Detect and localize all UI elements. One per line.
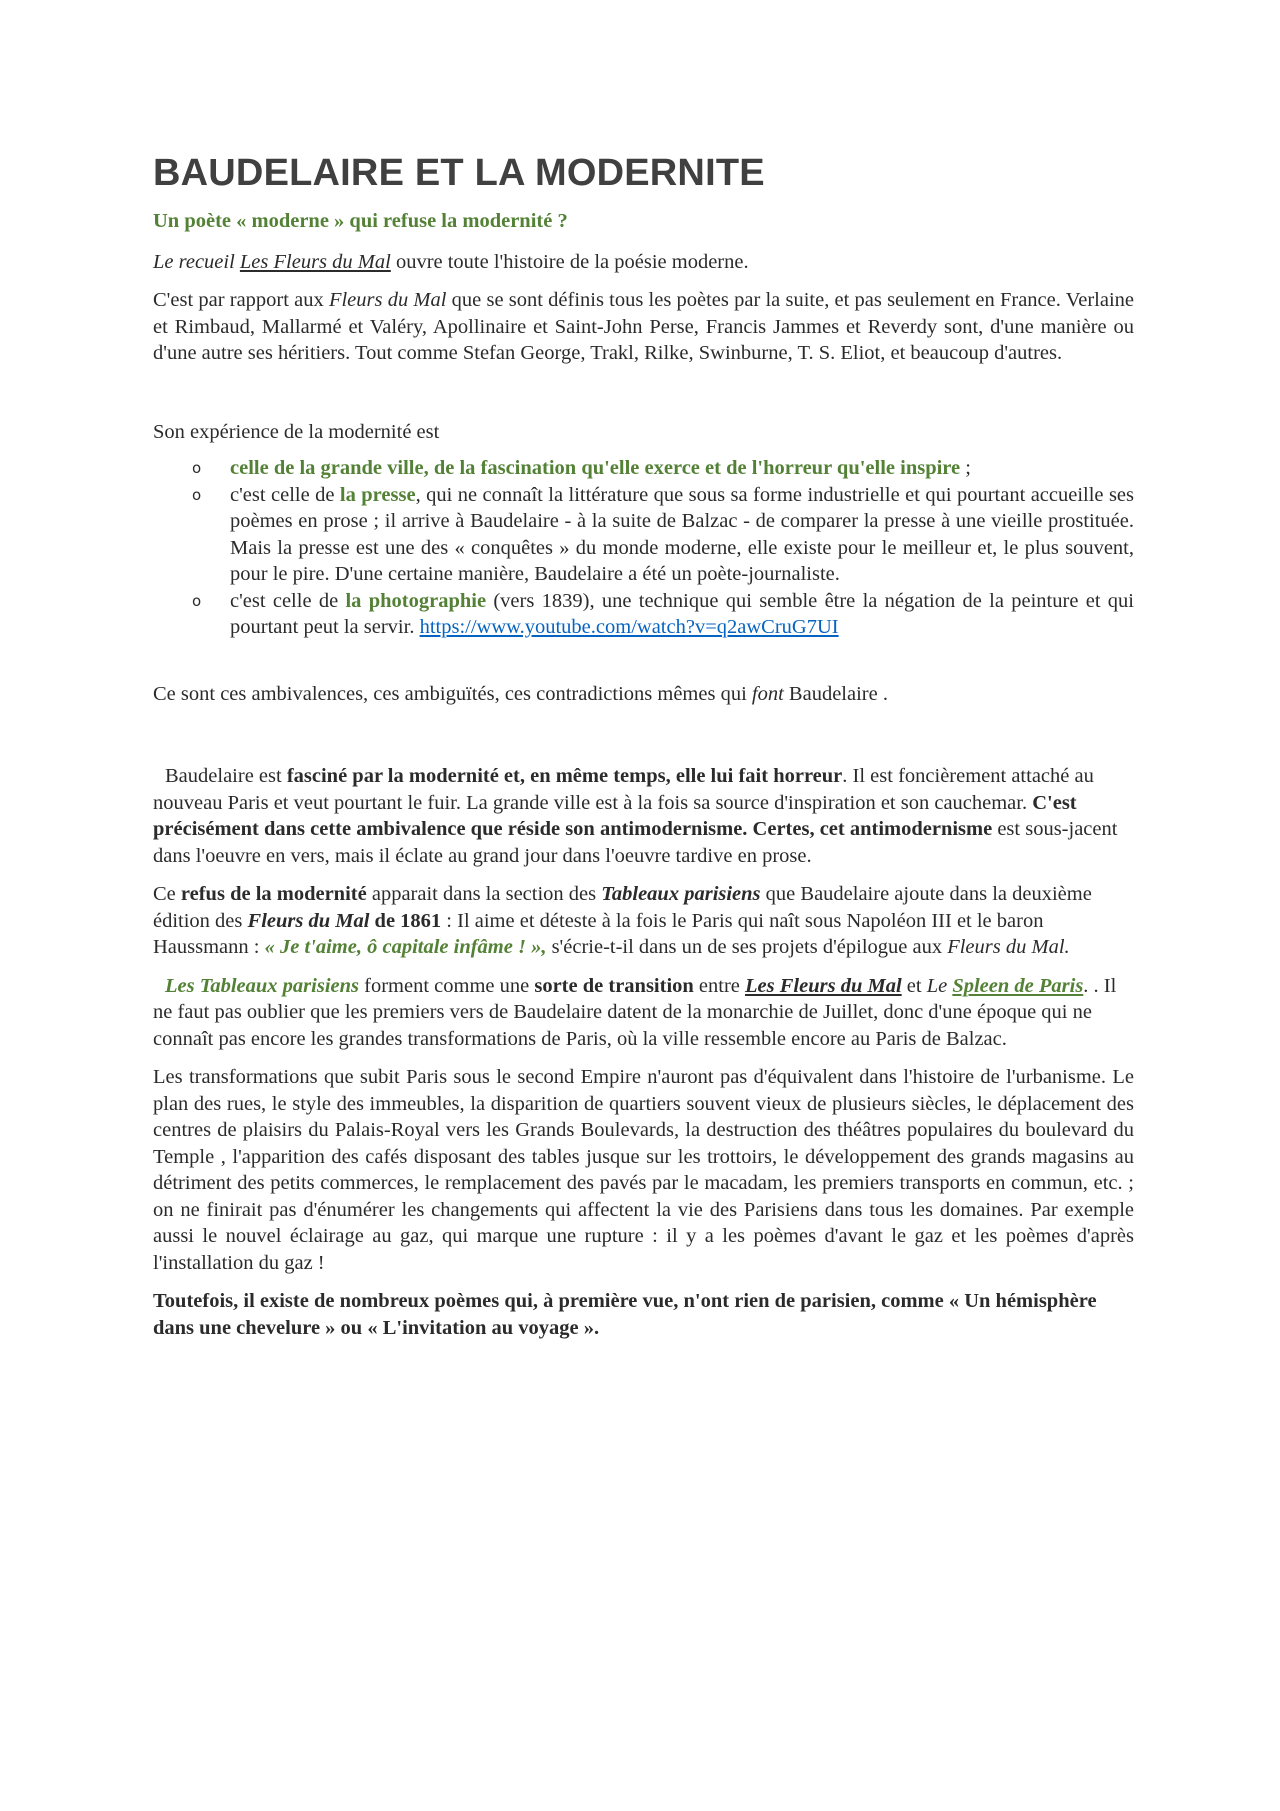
text-fragment: forment comme une bbox=[364, 974, 530, 997]
emphasis-text: font bbox=[751, 682, 784, 705]
list-item bbox=[153, 588, 1134, 641]
text-fragment: : Il aime et déteste à la fois le Paris qui naît sous Napoléon III et le baron Haussmann : bbox=[153, 909, 1044, 958]
book-title: Les Fleurs du Mal bbox=[239, 250, 391, 273]
paragraph-refusal bbox=[153, 881, 1134, 961]
text-fragment: ouvre toute l'histoire de la poésie moderne. bbox=[395, 250, 749, 273]
subtitle: Un poète « moderne » qui refuse la modernité ? bbox=[153, 210, 568, 232]
text-fragment: C'est par rapport aux bbox=[153, 289, 324, 311]
paragraph-transformations: Les transformations que subit Paris sous le second Empire n'auront pas d'équivalent dans l'histoire de l'urbanisme. Le plan des rues, le style des immeubles, la disparition de quartiers souvent vieux de plusieurs siècles, le déplacement des centres de plaisirs du Palais-Royal vers les Grands Boulevards, la destruction des théâtres populaires du boulevard du Temple , l'apparition des cafés disposant des tables jusque sur les trottoirs, le développement des grands magasins au détriment des petits commerces, le remplacement des pavés par le macadam, les premiers transports en commun, etc. ; on ne finirait pas d'énumérer les changements qui affectent la vie des Parisiens dans tous les domaines. Par exemple aussi le nouvel éclairage au gaz, qui marque une rupture : il y a les poèmes d'avant le gaz et les poèmes d'après l'installation du gaz ! bbox=[153, 1066, 1134, 1274]
bold-text: refus de la modernité bbox=[180, 883, 367, 905]
highlight-text: la photographie bbox=[345, 589, 487, 612]
text-fragment: . Il est foncièrement attaché au nouveau Paris et veut pourtant le fuir. La grande ville est à la fois sa source d'inspiration et son cauchemar. bbox=[153, 765, 1094, 814]
text-fragment: que se sont définis tous les poètes par la suite, et pas seulement en France. Verlaine et Rimbaud, Mallarmé et Valéry, Apollinaire et Saint-John Perse, Francis Jammes et Reverdy sont, d'une manière ou d'une autre ses héritiers. Tout comme Stefan George, Trakl, Rilke, Swinburne, T. S. Eliot, et beaucoup d'autres. bbox=[153, 289, 1134, 364]
paragraph-ambivalence bbox=[153, 681, 1134, 708]
text-fragment: ; bbox=[965, 457, 971, 479]
text-fragment: c'est celle de bbox=[230, 483, 335, 506]
document-body bbox=[153, 150, 1134, 1353]
paragraph-experience: Son expérience de la modernité est bbox=[153, 420, 440, 443]
highlight-text: celle de la grande ville, de la fascination qu'elle exerce et de l'horreur qu'elle inspire bbox=[230, 457, 961, 479]
book-title: Spleen de Paris bbox=[952, 974, 1084, 997]
quote-text: « Je t'aime, ô capitale infâme ! », bbox=[264, 936, 547, 958]
highlight-text: la presse bbox=[339, 483, 416, 506]
bullet-marker: o bbox=[192, 459, 202, 477]
bold-text: de 1861 bbox=[374, 909, 442, 932]
paragraph-fascination bbox=[153, 763, 1134, 869]
text-fragment: s'écrie-t-il dans un de ses projets d'épilogue aux bbox=[551, 936, 943, 958]
text-fragment: entre bbox=[698, 974, 740, 997]
text-fragment: , qui ne connaît la littérature que sous sa forme industrielle et qui pourtant accueille ses poèmes en prose ; il arrive à Baudelaire - à la suite de Balzac - de comparer la presse à une vieille prostituée. Mais la presse est une des « conquêtes » du monde moderne, elle existe pour le meilleur et, le plus souvent, pour le pire. D'une certaine manière, Baudelaire a été un poète-journaliste. bbox=[230, 483, 1135, 585]
text-fragment: et bbox=[906, 974, 922, 997]
text-fragment: Ce bbox=[153, 883, 176, 905]
youtube-link[interactable]: https://www.youtube.com/watch?v=q2awCruG7UI bbox=[419, 616, 839, 638]
paragraph-transition bbox=[153, 973, 1134, 1053]
list-item bbox=[153, 455, 1134, 482]
bold-text: C'est précisément dans cette ambivalence que réside son antimodernisme. Certes, cet antimodernisme bbox=[153, 791, 1077, 840]
page-title: BAUDELAIRE ET LA MODERNITE bbox=[153, 152, 765, 194]
bold-text: fasciné par la modernité et, en même temps, elle lui fait horreur bbox=[286, 765, 843, 787]
book-title: Le bbox=[926, 974, 948, 997]
book-title: Tableaux parisiens bbox=[601, 883, 761, 905]
book-title: Fleurs du Mal bbox=[247, 909, 370, 932]
bold-text: sorte de transition bbox=[534, 974, 694, 997]
book-title: Fleurs du Mal. bbox=[947, 936, 1070, 958]
text-fragment: apparait dans la section des bbox=[371, 883, 597, 905]
book-title: Les Fleurs du Mal bbox=[745, 974, 902, 997]
bullet-marker: o bbox=[192, 591, 202, 610]
text-fragment: . . Il ne faut pas oublier que les premiers vers de Baudelaire datent de la monarchie de Juillet, donc d'une époque qui ne connaît pas encore les grandes transformations de Paris, où la ville ressemble encore au Paris de Balzac. bbox=[153, 974, 1117, 1050]
book-title: Fleurs du Mal bbox=[328, 289, 447, 311]
text-fragment: Le recueil bbox=[153, 250, 235, 273]
book-title: Les Tableaux parisiens bbox=[165, 974, 360, 997]
paragraph-intro bbox=[153, 249, 1134, 276]
text-fragment: (vers 1839), une technique qui semble être la négation de la peinture et qui pourtant peut la servir. bbox=[230, 589, 1134, 638]
text-fragment: est sous-jacent dans l'oeuvre en vers, mais il éclate au grand jour dans l'oeuvre tardive en prose. bbox=[153, 818, 1118, 867]
paragraph-heritage bbox=[153, 287, 1134, 367]
list-item bbox=[153, 482, 1134, 588]
text-fragment: Ce sont ces ambivalences, ces ambiguïtés, ces contradictions mêmes qui bbox=[153, 682, 747, 705]
text-fragment: que Baudelaire ajoute dans la deuxième édition des bbox=[153, 883, 1092, 932]
paragraph-conclusion: Toutefois, il existe de nombreux poèmes qui, à première vue, n'ont rien de parisien, comme « Un hémisphère dans une chevelure » ou « L'invitation au voyage ». bbox=[153, 1290, 1097, 1339]
text-fragment: c'est celle de bbox=[230, 589, 339, 612]
experience-list bbox=[153, 455, 1134, 641]
text-fragment: Baudelaire est bbox=[165, 765, 282, 787]
bullet-marker: o bbox=[192, 485, 202, 504]
text-fragment: Baudelaire . bbox=[788, 682, 888, 705]
